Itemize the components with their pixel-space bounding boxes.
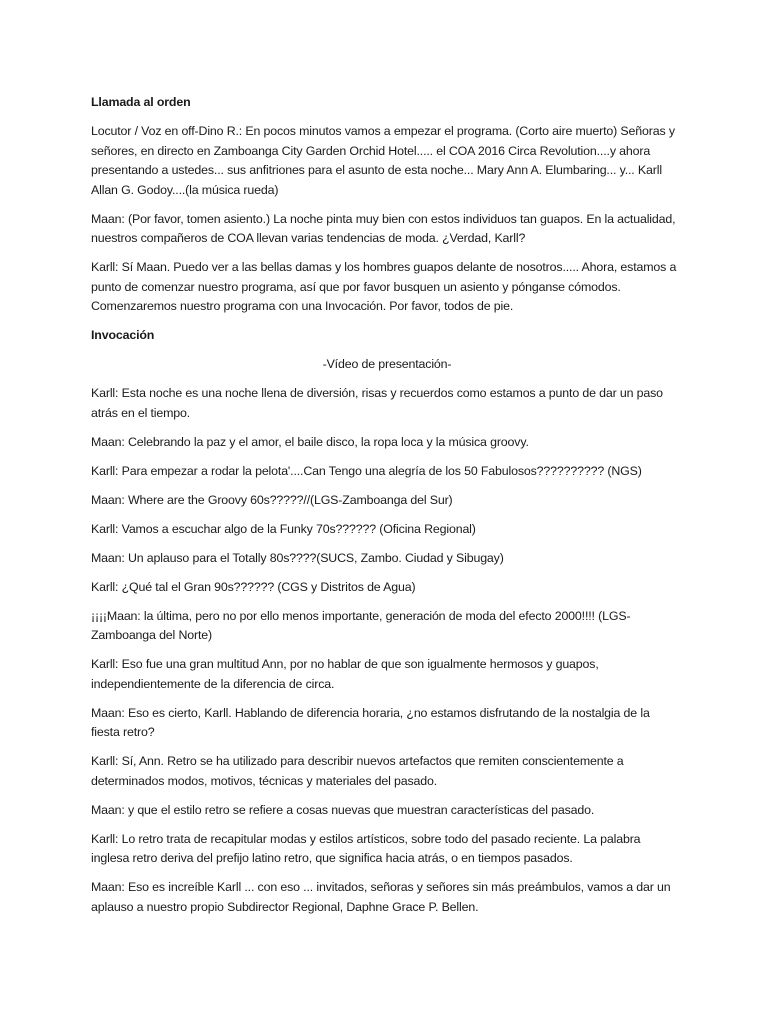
- paragraph: ¡¡¡¡Maan: la última, pero no por ello menos importante, generación de moda del efecto 2000!!!! (LGS-Zamboanga del Norte): [91, 608, 631, 642]
- paragraph-maan-1: Maan: (Por favor, tomen asiento.) La noche pinta muy bien con estos individuos tan guapos. En la actualidad, nuestros compañeros de COA llevan varias tendencias de moda. ¿Verdad, Karll?: [91, 211, 676, 245]
- paragraph: Maan: Celebrando la paz y el amor, el baile disco, la ropa loca y la música groovy.: [91, 434, 529, 449]
- section-heading-llamada: Llamada al orden: [91, 95, 191, 109]
- video-note: -Vídeo de presentación-: [322, 357, 452, 371]
- paragraph: Karll: Esta noche es una noche llena de diversión, risas y recuerdos como estamos a punto de dar un paso atrás en el tiempo.: [91, 386, 663, 420]
- paragraph: Karll: Vamos a escuchar algo de la Funky 70s?????? (Oficina Regional): [91, 521, 476, 536]
- paragraph: Karll: Eso fue una gran multitud Ann, por no hablar de que son igualmente hermosos y guapos, independientemente de la diferencia de circa.: [91, 657, 599, 691]
- document-body: [91, 93, 681, 927]
- paragraph: Maan: Eso es cierto, Karll. Hablando de diferencia horaria, ¿no estamos disfrutando de la nostalgia de la fiesta retro?: [91, 705, 650, 739]
- paragraph-announcer-intro: Locutor / Voz en off-Dino R.: En pocos minutos vamos a empezar el programa. (Corto aire muerto) Señoras y señores, en directo en Zamboanga City Garden Orchid Hotel..... el COA 2016 Circa Revolution....y ahora presentando a ustedes... sus anfitriones para el asunto de esta noche... Mary Ann A. Elumbaring... y... Karll Allan G. Godoy....(la música rueda): [91, 124, 675, 197]
- section-heading-invocacion: Invocación: [91, 328, 155, 342]
- paragraph: Maan: Eso es increíble Karll ... con eso ... invitados, señoras y señores sin más preámbulos, vamos a dar un aplauso a nuestro propio Subdirector Regional, Daphne Grace P. Bellen.: [91, 880, 671, 914]
- paragraph: Karll: Para empezar a rodar la pelota'....Can Tengo una alegría de los 50 Fabulosos?????????? (NGS): [91, 463, 642, 478]
- paragraph-karll-1: Karll: Sí Maan. Puedo ver a las bellas damas y los hombres guapos delante de nosotros..... Ahora, estamos a punto de comenzar nuestro programa, así que por favor busquen un asiento y pónganse cómodos. Comenzaremos nuestro programa con una Invocación. Por favor, todos de pie.: [91, 260, 677, 313]
- paragraph: Maan: Where are the Groovy 60s?????//(LGS-Zamboanga del Sur): [91, 492, 453, 507]
- paragraph: Maan: Un aplauso para el Totally 80s????(SUCS, Zambo. Ciudad y Sibugay): [91, 550, 504, 565]
- paragraph: Karll: Lo retro trata de recapitular modas y estilos artísticos, sobre todo del pasado reciente. La palabra inglesa retro deriva del prefijo latino retro, que significa hacia atrás, o en tiempos pasados.: [91, 831, 641, 865]
- paragraph: Karll: Sí, Ann. Retro se ha utilizado para describir nuevos artefactos que remiten conscientemente a determinados modos, motivos, técnicas y materiales del pasado.: [91, 754, 624, 788]
- paragraph: Maan: y que el estilo retro se refiere a cosas nuevas que muestran características del pasado.: [91, 802, 595, 817]
- paragraph: Karll: ¿Qué tal el Gran 90s?????? (CGS y Distritos de Agua): [91, 579, 416, 594]
